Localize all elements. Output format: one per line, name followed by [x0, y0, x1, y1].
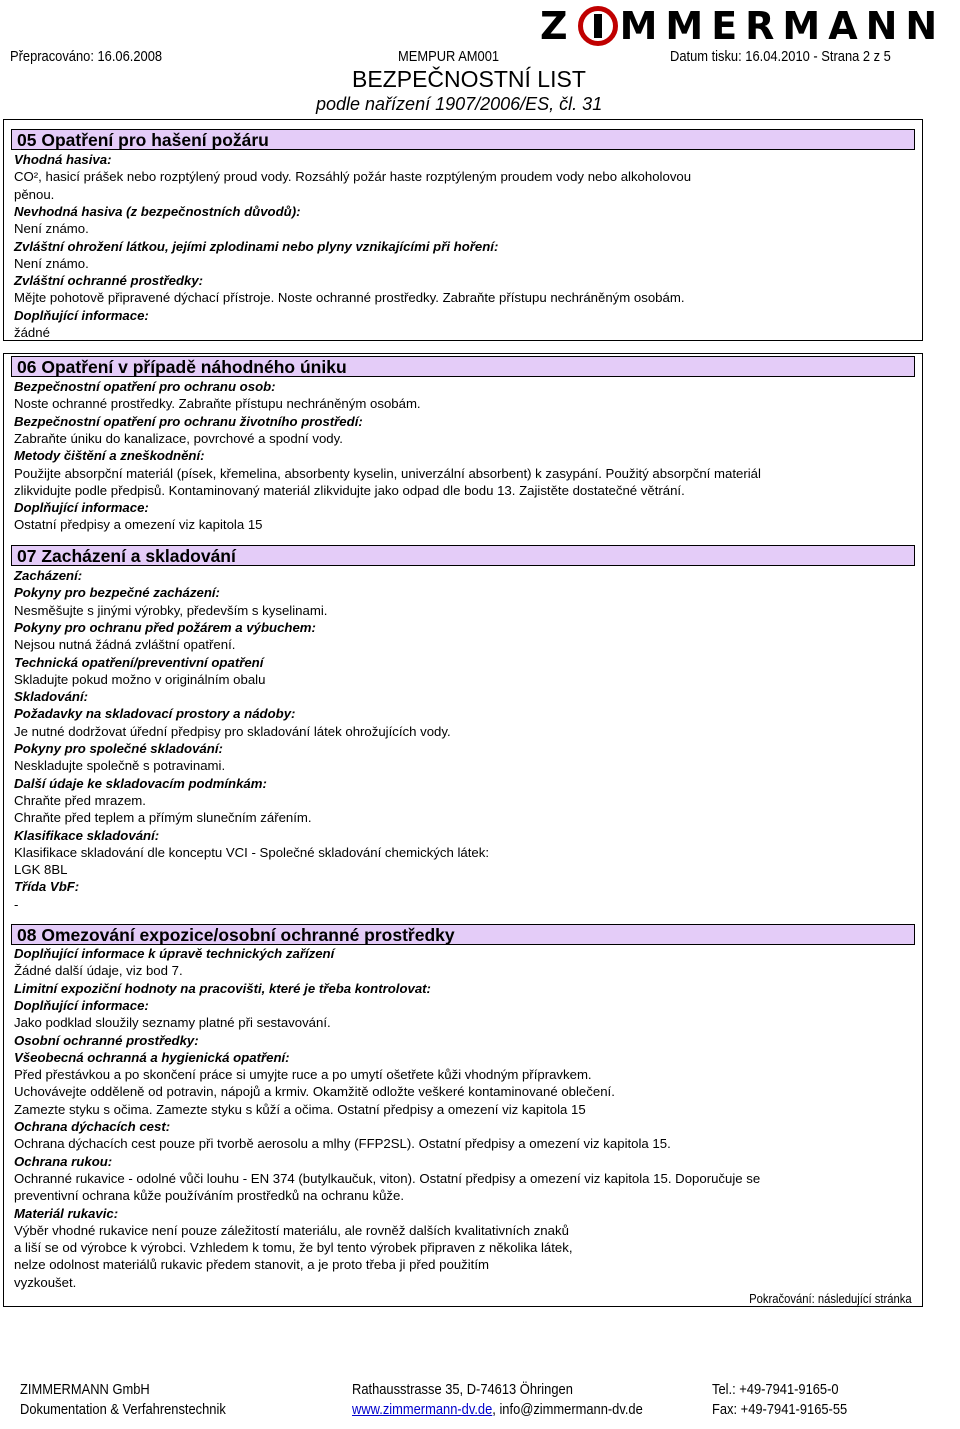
field-label: Zvláštní ochranné prostředky: — [14, 273, 204, 289]
field-label: Doplňující informace: — [14, 997, 149, 1013]
section-heading: 08 Omezování expozice/osobní ochranné prostředky — [11, 924, 915, 945]
field-text: Je nutné dodržovat úřední předpisy pro skladování látek ohrožujících vody. — [14, 723, 451, 739]
field-text: Chraňte před teplem a přímým slunečním zářením. — [14, 810, 312, 826]
field-text: Výběr vhodné rukavice není pouze záležitostí materiálu, ale rovněž dalších kvalitativních znaků — [14, 1222, 569, 1238]
field-text: preventivní ochrana kůže používáním prostředků na ochranu kůže. — [14, 1188, 404, 1204]
field-label: Klasifikace skladování: — [14, 827, 160, 843]
field-text: Jako podklad sloužily seznamy platné při sestavování. — [14, 1015, 331, 1031]
field-label: Osobní ochranné prostředky: — [14, 1032, 199, 1048]
logo-ring-icon — [578, 6, 618, 46]
field-label: Skladování: — [14, 689, 89, 705]
footer-fax: Fax: +49-7941-9165-55 — [712, 1401, 848, 1418]
field-label: Doplňující informace: — [14, 307, 149, 323]
field-label: Materiál rukavic: — [14, 1205, 119, 1221]
field-text: a liší se od výrobce k výrobci. Vzhledem k tomu, že byl tento výrobek připraven z několika látek, — [14, 1240, 573, 1256]
field-label: Vhodná hasiva: — [14, 152, 112, 167]
field-text: CO², hasicí prášek nebo rozptýlený proud vody. Rozsáhlý požár haste rozptýleným proudem vody nebo alkoholovou — [14, 169, 692, 185]
field-text: Mějte pohotově připravené dýchací přístroje. Noste ochranné prostředky. Zabraňte přístupu nechráněným osobám. — [14, 290, 685, 306]
field-text: Nejsou nutná žádná zvláštní opatření. — [14, 637, 236, 653]
field-label: Pokyny pro společné skladování: — [14, 741, 223, 756]
field-text: - — [14, 896, 19, 912]
footer-email: , info@zimmermann-dv.de — [492, 1401, 643, 1418]
document-subtitle: podle nařízení 1907/2006/ES, čl. 31 — [316, 94, 603, 114]
field-label: Doplňující informace: — [14, 500, 149, 516]
field-label: Ochrana rukou: — [14, 1153, 113, 1169]
field-text: Ochranné rukavice - odolné vůči louhu - EN 374 (butylkaučuk, viton). Ostatní předpisy a omezení viz kapitola 15. Doporučuje se — [14, 1170, 761, 1186]
field-label: Bezpečnostní opatření pro ochranu životního prostředí: — [14, 413, 363, 429]
field-label: Limitní expoziční hodnoty na pracovišti, které je třeba kontrolovat: — [14, 980, 431, 996]
field-label: Třída VbF: — [14, 879, 80, 895]
field-text: Skladujte pokud možno v originálním obalu — [14, 671, 266, 687]
field-label: Doplňující informace k úpravě technických zařízení — [14, 946, 335, 961]
field-text: Ochrana dýchacích cest pouze při tvorbě aerosolu a mlhy (FFP2SL). Ostatní předpisy a omezení viz kapitola 15. — [14, 1136, 671, 1152]
field-text: nelze odolnost materiálů rukavic předem stanovit, a je proto třeba ji před použitím — [14, 1257, 489, 1273]
field-text: LGK 8BL — [14, 862, 68, 878]
footer-street: Rathausstrasse 35, D-74613 Öhringen — [352, 1381, 573, 1398]
footer-company — [20, 1380, 226, 1420]
section-heading: 07 Zacházení a skladování — [11, 545, 915, 566]
field-text: Neskladujte společně s potravinami. — [14, 758, 226, 774]
footer-company-name: ZIMMERMANN GmbH — [20, 1381, 150, 1398]
footer-contact — [712, 1380, 847, 1420]
field-text: Není známo. — [14, 255, 89, 271]
field-text: Nesměšujte s jinými výrobky, především s kyselinami. — [14, 602, 328, 618]
section-box-06-08 — [3, 353, 923, 1307]
field-text: Žádné další údaje, viz bod 7. — [14, 963, 183, 979]
field-text: Noste ochranné prostředky. Zabraňte přístupu nechráněným osobám. — [14, 396, 421, 412]
field-text: Uchovávejte odděleně od potravin, nápojů a krmiv. Okamžitě odložte veškeré kontaminované oblečení. — [14, 1084, 615, 1100]
logo-letters: MMERMANN — [619, 4, 946, 48]
field-label: Všeobecná ochranná a hygienická opatření: — [14, 1049, 290, 1065]
field-text: Není známo. — [14, 221, 89, 237]
section-box-05 — [3, 119, 923, 341]
field-text: Před přestávkou a po skončení práce si umyjte ruce a po umytí ošetřete kůži vhodným přípravkem. — [14, 1067, 592, 1083]
field-label: Metody čištění a zneškodnění: — [14, 448, 205, 464]
field-text: pěnou. — [14, 186, 55, 202]
field-text: Ostatní předpisy a omezení viz kapitola 15 — [14, 517, 263, 533]
logo-letter: Z — [540, 4, 576, 48]
field-text: vyzkoušet. — [14, 1274, 77, 1290]
website-link[interactable]: www.zimmermann-dv.de — [352, 1401, 493, 1418]
field-text: Chraňte před mrazem. — [14, 792, 146, 808]
field-label: Bezpečnostní opatření pro ochranu osob: — [14, 379, 276, 394]
field-label: Nevhodná hasiva (z bezpečnostních důvodů): — [14, 203, 301, 219]
continued-note: Pokračování: následující stránka — [749, 1292, 912, 1306]
field-text: Použijte absorpční materiál (písek, křemelina, absorbenty kyselin, univerzální absorbent) k zasypání. Použitý absorpční materiál — [14, 465, 761, 481]
section-heading: 05 Opatření pro hašení požáru — [11, 129, 915, 150]
revised-date: Přepracováno: 16.06.2008 — [10, 48, 163, 65]
field-label: Pokyny pro bezpečné zacházení: — [14, 585, 220, 601]
field-label: Zvláštní ohrožení látkou, jejími zplodinami nebo plyny vznikajícími při hoření: — [14, 238, 499, 254]
footer-address — [352, 1380, 643, 1420]
field-text: Zabraňte úniku do kanalizace, povrchové a spodní vody. — [14, 430, 343, 446]
field-label: Další údaje ke skladovacím podmínkám: — [14, 775, 267, 791]
field-text: žádné — [14, 325, 50, 340]
field-label: Pokyny pro ochranu před požárem a výbuchem: — [14, 619, 316, 635]
field-text: zlikvidujte podle předpisů. Kontaminovaný materiál zlikvidujte jako odpad dle bodu 13. Zajistěte dostatečné větrání. — [14, 482, 685, 498]
footer-web-line — [352, 1400, 643, 1420]
field-text: Klasifikace skladování dle konceptu VCI - Společné skladování chemických látek: — [14, 844, 489, 860]
field-text: Zamezte styku s očima. Zamezte styku s kůží a očima. Ostatní předpisy a omezení viz kapitola 15 — [14, 1101, 586, 1117]
section-heading: 06 Opatření v případě náhodného úniku — [11, 356, 915, 377]
field-label: Ochrana dýchacích cest: — [14, 1119, 171, 1134]
footer-department: Dokumentation & Verfahrenstechnik — [20, 1401, 226, 1418]
footer-phone: Tel.: +49-7941-9165-0 — [712, 1381, 839, 1398]
field-label: Zacházení: — [14, 568, 83, 583]
product-name: MEMPUR AM001 — [398, 48, 500, 65]
field-label: Technická opatření/preventivní opatření — [14, 654, 264, 670]
field-label: Požadavky na skladovací prostory a nádoby: — [14, 706, 296, 722]
document-title: BEZPEČNOSTNÍ LIST — [352, 66, 586, 92]
company-logo — [540, 4, 946, 48]
print-date: Datum tisku: 16.04.2010 - Strana 2 z 5 — [670, 48, 891, 65]
